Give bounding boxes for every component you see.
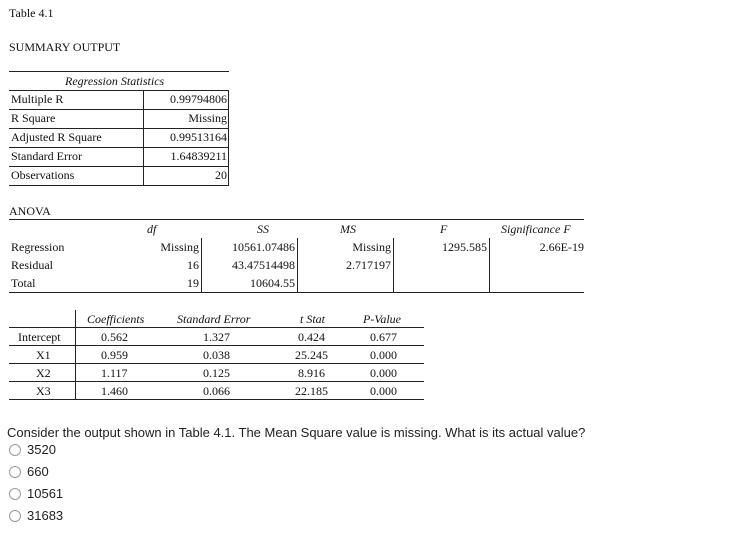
t-stat-cell: 25.245: [295, 348, 328, 362]
anova-row-label: Residual: [11, 258, 53, 272]
p-value-cell: 0.000: [370, 348, 397, 362]
radio-button[interactable]: [9, 488, 21, 500]
p-value-cell: 0.677: [370, 330, 397, 344]
coef-header-p-value: P-Value: [363, 312, 401, 326]
coef-header-t-stat: t Stat: [300, 312, 326, 326]
anova-cell-ms: Missing: [352, 240, 391, 254]
answer-option-label[interactable]: 10561: [27, 486, 64, 501]
coef-row-label: X1: [36, 348, 51, 362]
coef-row-label: X2: [36, 366, 51, 380]
question-text: Consider the output shown in Table 4.1. The Mean Square value is missing. What is its actual value?: [7, 425, 586, 440]
anova-cell-df: 16: [187, 258, 199, 272]
coef-row-label: Intercept: [18, 330, 61, 344]
answer-option-label[interactable]: 31683: [27, 508, 64, 523]
se-cell: 1.327: [203, 330, 230, 344]
stat-value: Missing: [188, 111, 227, 125]
anova-cell-significance-f: 2.66E-19: [539, 240, 584, 254]
anova-cell-f: 1295.585: [442, 240, 487, 254]
coef-row-label: X3: [36, 384, 51, 398]
anova-row-label: Total: [11, 276, 36, 290]
anova-header-ms: MS: [340, 222, 356, 236]
anova-cell-ss: 10561.07486: [232, 240, 295, 254]
anova-cell-ms: 2.717197: [346, 258, 391, 272]
coef-cell: 0.959: [101, 348, 128, 362]
stat-label: Observations: [11, 168, 75, 182]
coef-cell: 1.460: [101, 384, 128, 398]
anova-header-f: F: [440, 222, 448, 236]
t-stat-cell: 8.916: [298, 366, 325, 380]
stat-label: R Square: [11, 111, 56, 125]
t-stat-cell: 22.185: [295, 384, 328, 398]
anova-header-ss: SS: [257, 222, 269, 236]
p-value-cell: 0.000: [370, 384, 397, 398]
radio-button[interactable]: [9, 466, 21, 478]
anova-header-significance-f: Significance F: [501, 222, 571, 236]
stat-value: 1.64839211: [170, 149, 227, 163]
se-cell: 0.125: [203, 366, 230, 380]
summary-output-title: SUMMARY OUTPUT: [9, 40, 121, 54]
stat-value: 20: [215, 168, 227, 182]
t-stat-cell: 0.424: [298, 330, 325, 344]
stat-label: Standard Error: [11, 149, 82, 163]
anova-cell-ss: 43.47514498: [232, 258, 295, 272]
stat-label: Adjusted R Square: [11, 130, 102, 144]
regression-statistics-heading: Regression Statistics: [65, 74, 165, 88]
anova-cell-df: Missing: [160, 240, 199, 254]
stat-value: 0.99513164: [170, 130, 227, 144]
anova-cell-df: 19: [187, 276, 199, 290]
anova-title: ANOVA: [9, 204, 51, 218]
radio-button[interactable]: [9, 510, 21, 522]
answer-option-label[interactable]: 660: [27, 464, 49, 479]
radio-button[interactable]: [9, 444, 21, 456]
coef-cell: 1.117: [101, 366, 128, 380]
anova-header-df: df: [147, 222, 157, 236]
table-title: Table 4.1: [9, 6, 54, 20]
coef-cell: 0.562: [101, 330, 128, 344]
p-value-cell: 0.000: [370, 366, 397, 380]
answer-option-label[interactable]: 3520: [27, 442, 56, 457]
anova-row-label: Regression: [11, 240, 65, 254]
coef-header-standard-error: Standard Error: [177, 312, 251, 326]
se-cell: 0.066: [203, 384, 230, 398]
stat-value: 0.99794806: [170, 92, 227, 106]
anova-cell-ss: 10604.55: [250, 276, 295, 290]
coef-header-coefficients: Coefficients: [87, 312, 145, 326]
se-cell: 0.038: [203, 348, 230, 362]
stat-label: Multiple R: [11, 92, 64, 106]
